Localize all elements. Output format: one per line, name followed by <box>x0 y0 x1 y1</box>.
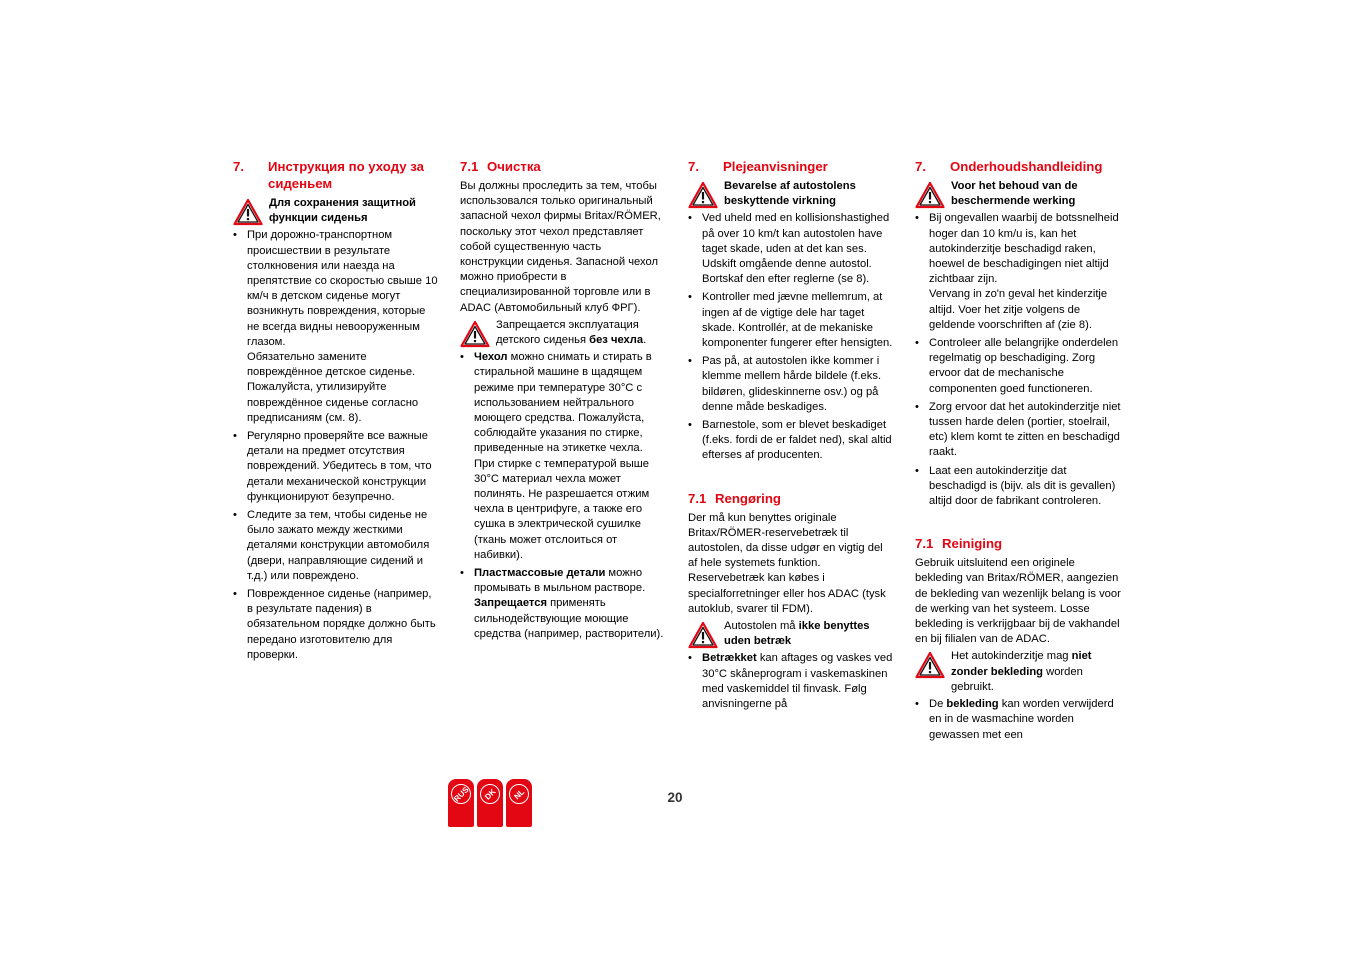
list-item: • Zorg ervoor dat het autokinderzitje niet tussen harde delen (portier, stoelrail, etc) klem komt te zitten en beschadigd raakt. <box>915 400 1121 461</box>
warning-text: Bevarelse af autostolens beskyttende virkning <box>724 180 856 208</box>
list-item: • Поврежденное сиденье (например, в результате падения) в обязательном порядке должно быть передано изготовителю для проверки. <box>233 587 439 663</box>
column-rus-cleaning <box>460 158 666 645</box>
bullet-list <box>460 350 666 642</box>
section-heading <box>688 158 894 175</box>
language-tab-label: RUS <box>447 780 475 808</box>
bullet-list <box>233 228 439 663</box>
list-item: • Следите за тем, чтобы сиденье не было зажато между жесткими деталями конструкции автомобиля (двери, направляющие сидений и т.д.) или повреждено. <box>233 508 439 584</box>
warning-text: Autostolen må ikke benyttes uden betræk <box>724 620 870 648</box>
list-item-text: Udskift omgående denne autostol. Bortskaf den efter reglerne (se 8). <box>702 258 872 286</box>
list-item: • De bekleding kan worden verwijderd en in de wasmachine worden gewassen met een <box>915 697 1121 743</box>
warning-text: Het autokinderzitje mag niet zonder bekleding worden gebruikt. <box>951 650 1092 693</box>
section-number: 7. <box>233 159 244 174</box>
warning-note <box>688 619 894 649</box>
bullet-list <box>688 651 894 712</box>
warning-note <box>915 179 1121 209</box>
section-number: 7.1 <box>915 536 934 552</box>
section-number: 7.1 <box>460 159 479 174</box>
language-tab-rus <box>448 779 474 827</box>
warning-icon <box>688 181 718 209</box>
list-item: • Чехол можно снимать и стирать в стиральной машине в щадящем режиме при температуре 30°С с использованием нейтрального моющего средства. Пожалуйста, соблюдайте указания по стирке, приведенные на этикетке чехла. При стирке с температурой выше 30°С материал чехла может полинять. Не разрешается отжим чехла в центрифуге, а также его сушка в электрической сушилке (ткань может отслоиться от набивки). <box>460 350 666 563</box>
warning-icon <box>915 181 945 209</box>
list-item: • Kontroller med jævne mellemrum, at ingen af de vigtige dele har taget skade. Kontrollér, at de mekaniske komponenter fungerer efter hensigten. <box>688 290 894 351</box>
list-item: • Пластмассовые детали можно промывать в мыльном растворе. Запрещается применять сильнодействующие моющие средства (например, растворители). <box>460 566 666 642</box>
warning-icon <box>915 651 945 679</box>
paragraph: Gebruik uitsluitend een originele bekleding van Britax/RÖMER, aangezien de bekleding van wezenlijk belang is voor de werking van het systeem. Losse bekleding is verkrijgbaar bij de vakhandel en bij filialen van de ADAC. <box>915 557 1121 646</box>
list-item: • Pas på, at autostolen ikke kommer i klemme mellem hårde bildele (f.eks. bildøren, glideskinnerne osv.) og på denne måde beskadiges. <box>688 354 894 415</box>
column-dk <box>688 158 894 715</box>
list-item-text: Обязательно замените повреждённое детское сиденье. Пожалуйста, утилизируйте повреждённое сиденье согласно предписаниям (см. 8). <box>247 351 419 424</box>
column-rus-care <box>233 158 439 666</box>
warning-note <box>233 196 439 226</box>
warning-note <box>460 318 666 348</box>
language-tab-dk <box>477 779 503 827</box>
warning-text: Для сохранения защитной функции сиденья <box>269 197 416 225</box>
column-nl <box>915 158 1121 746</box>
page-number: 20 <box>667 790 683 805</box>
section-title: Очистка <box>487 159 541 174</box>
list-item: • Controleer alle belangrijke onderdelen regelmatig op beschadiging. Zorg ervoor dat de mechanische componenten goed functioneren. <box>915 336 1121 397</box>
bullet-list <box>915 211 1121 509</box>
list-item: • Регулярно проверяйте все важные детали на предмет отсутствия повреждений. Убедитесь в том, что детали механической конструкции функционируют безупречно. <box>233 429 439 505</box>
section-title: Инструкция по уходу за сиденьем <box>268 159 424 191</box>
language-tabs <box>448 779 532 827</box>
warning-icon <box>233 198 263 226</box>
warning-note <box>915 649 1121 695</box>
list-item-text: Vervang in zo'n geval het kinderzitje altijd. Voer het zitje volgens de geldende voorschriften af (zie 8). <box>929 288 1108 331</box>
list-item-text: Bij ongevallen waarbij de botssnelheid hoger dan 10 km/u is, kan het autokinderzitje beschadigd raken, hoewel de beschadigingen niet altijd zichtbaar zijn. <box>929 212 1119 286</box>
list-item: • Laat een autokinderzitje dat beschadigd is (bijv. als dit is gevallen) altijd door de fabrikant controleren. <box>915 464 1121 510</box>
warning-icon <box>688 621 718 649</box>
section-heading <box>233 158 439 192</box>
section-heading <box>915 158 1121 175</box>
section-number: 7. <box>915 159 926 174</box>
warning-text: Запрещается эксплуатация детского сиденья без чехла. <box>496 318 647 347</box>
section-number: 7. <box>688 159 699 174</box>
warning-icon <box>460 320 490 348</box>
section-title: Reiniging <box>942 536 1003 552</box>
section-number: 7.1 <box>688 490 707 506</box>
list-item: • Betrækket kan aftages og vaskes ved 30°C skåneprogram i vaskemaskinen med vaskemiddel til finvask. Følg anvisningerne på <box>688 651 894 712</box>
paragraph: Вы должны проследить за тем, чтобы использовался только оригинальный запасной чехол фирмы Britax/RÖMER, поскольку этот чехол представляет собой существенную часть конструкции сиденья. Запасной чехол можно приобрести в специализированной торговле или в ADAC (Автомобильный клуб ФРГ). <box>460 180 661 314</box>
bullet-list <box>915 697 1121 743</box>
section-title: Rengøring <box>715 490 781 506</box>
section-title: Onderhoudshandleiding <box>950 159 1103 174</box>
list-item-text: Ved uheld med en kollisionshastighed på over 10 km/t kan autostolen have taget skade, uden at det kan ses. <box>702 212 890 255</box>
list-item-text: При дорожно-транспортном происшествии в результате столкновения или наезда на препятствие со скоростью свыше 10 км/ч в детском сиденье могут возникнуть повреждения, которые не всегда видны невооруженным глазом. <box>247 229 438 348</box>
list-item <box>233 228 439 426</box>
paragraph: Der må kun benyttes originale Britax/RÖMER-reservebetræk til autostolen, da disse udgør en vigtig del af hele systemets funktion. Reservebetræk kan købes i specialforretninger eller hos ADAC (tysk autoklub, svarer til FDM). <box>688 511 886 615</box>
list-item <box>688 211 894 287</box>
list-item <box>915 211 1121 333</box>
language-tab-label: NL <box>505 780 533 808</box>
list-item: • Barnestole, som er blevet beskadiget (f.eks. fordi de er faldet ned), skal altid efterses af producenten. <box>688 418 894 464</box>
language-tab-nl <box>506 779 532 827</box>
bullet-list <box>688 211 894 463</box>
warning-note <box>688 179 894 209</box>
subsection-heading <box>688 490 894 507</box>
section-title: Plejeanvisninger <box>723 159 828 174</box>
subsection-heading <box>915 535 1121 552</box>
warning-text: Voor het behoud van de beschermende werking <box>951 180 1078 208</box>
language-tab-label: DK <box>476 780 504 808</box>
subsection-heading <box>460 158 666 175</box>
